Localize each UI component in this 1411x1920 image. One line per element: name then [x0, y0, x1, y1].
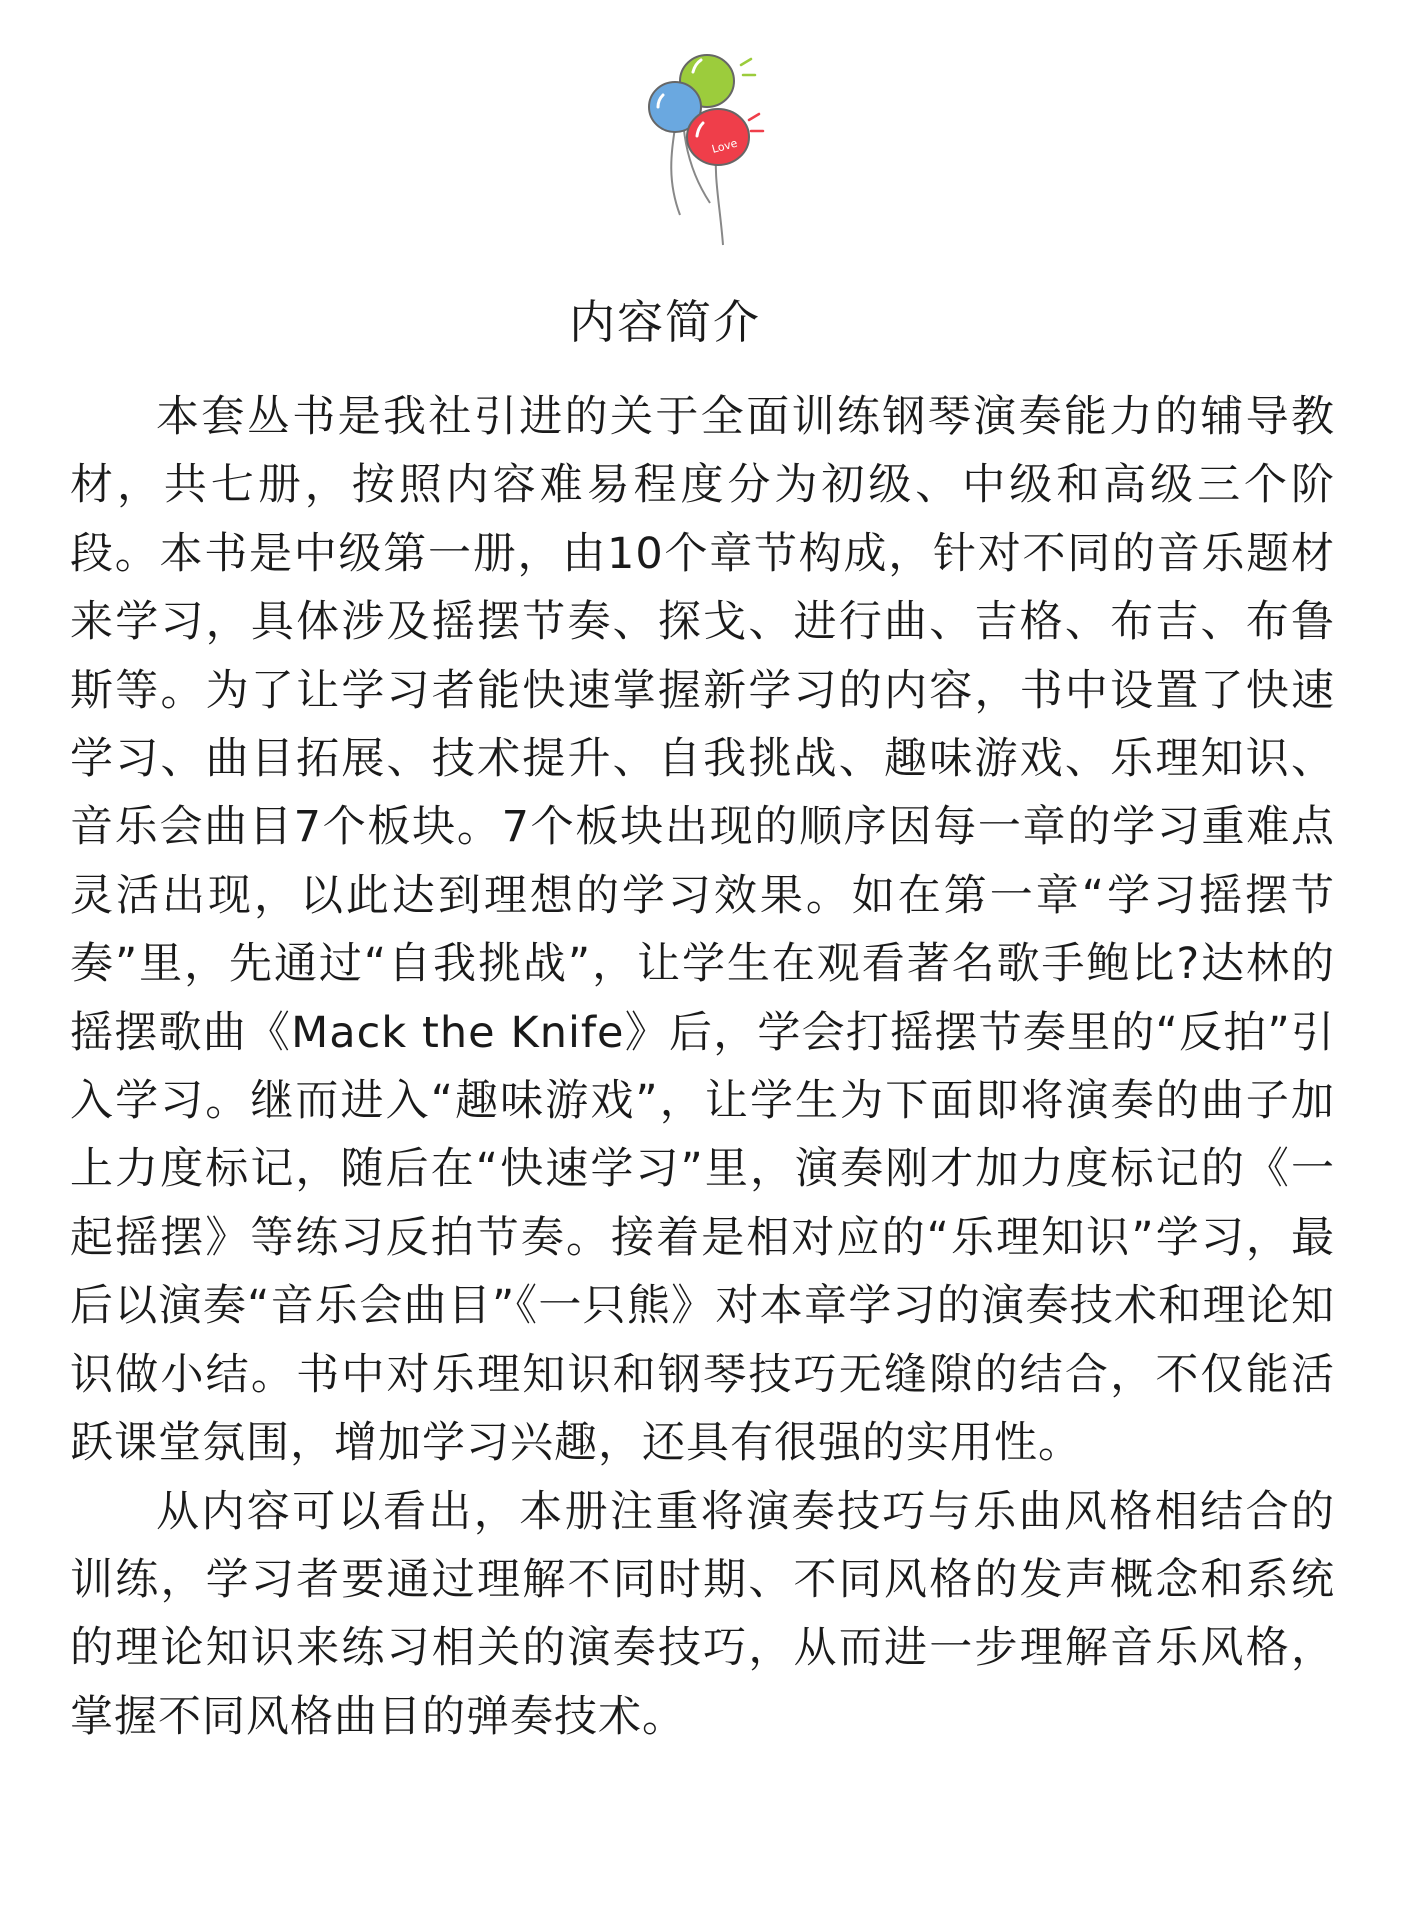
balloons-icon	[625, 25, 775, 250]
balloon-text: Love	[710, 136, 739, 156]
paragraph-2: 从内容可以看出，本册注重将演奏技巧与乐曲风格相结合的训练，学习者要通过理解不同时期、不同风格的发声概念和系统的理论知识来练习相关的演奏技巧，从而进一步理解音乐风格，掌握不同风格曲目的弹奏技术。	[70, 1486, 1335, 1742]
page-title: 内容简介	[569, 295, 761, 349]
paragraph-1: 本套丛书是我社引进的关于全面训练钢琴演奏能力的辅导教材，共七册，按照内容难易程度分为初级、中级和高级三个阶段。本书是中级第一册，由10个章节构成，针对不同的音乐题材来学习，具体涉及摇摆节奏、探戈、进行曲、吉格、布吉、布鲁斯等。为了让学习者能快速掌握新学习的内容，书中设置了快速学习、曲目拓展、技术提升、自我挑战、趣味游戏、乐理知识、音乐会曲目7个板块。7个板块出现的顺序因每一章的学习重难点灵活出现，以此达到理想的学习效果。如在第一章“学习摇摆节奏”里，先通过“自我挑战”，让学生在观看著名歌手鲍比?达林的摇摆歌曲《Mack the Knife》后，学会打摇摆节奏里的“反拍”引入学习。继而进入“趣味游戏”，让学生为下面即将演奏的曲子加上力度标记，随后在“快速学习”里，演奏刚才加力度标记的《一起摇摆》等练习反拍节奏。接着是相对应的“乐理知识”学习，最后以演奏“音乐会曲目”《一只熊》对本章学习的演奏技术和理论知识做小结。书中对乐理知识和钢琴技巧无缝隙的结合，不仅能活跃课堂氛围，增加学习兴趣，还具有很强的实用性。	[70, 392, 1335, 1469]
body-text	[70, 383, 1335, 1751]
